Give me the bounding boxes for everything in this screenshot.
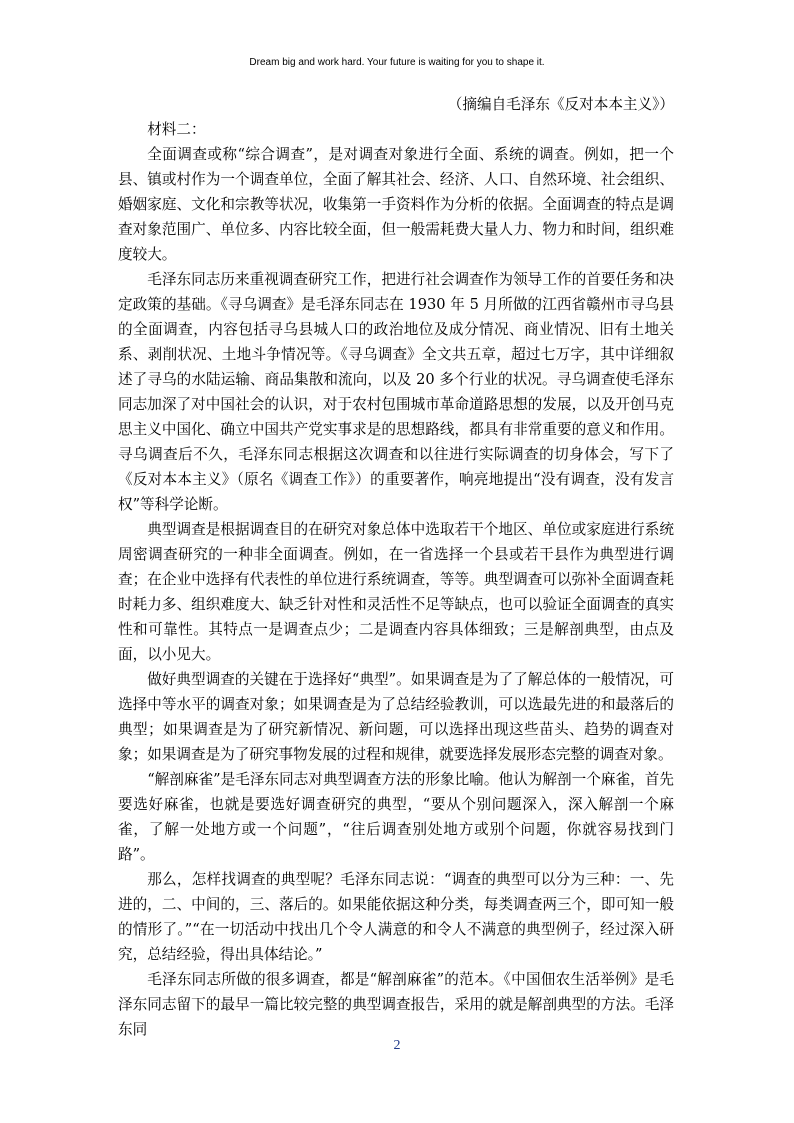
paragraph-tenant-farmer-report: 毛泽东同志所做的很多调查，都是“解剖麻雀”的范本。《中国佃农生活举例》是毛泽东同志留下的最早一篇比较完整的典型调查报告，采用的就是解剖典型的方法。毛泽东同 <box>118 971 674 1038</box>
document-body <box>118 92 674 1042</box>
paragraph-dissecting-sparrow: “解剖麻雀”是毛泽东同志对典型调查方法的形象比喻。他认为解剖一个麻雀，首先要选好麻雀，也就是要选好调查研究的典型，“要从个别问题深入，深入解剖一个麻雀，了解一处地方或一个问题”，“往后调查别处地方或别个问题，你就容易找到门路”。 <box>118 771 674 863</box>
paragraph-xunwu-survey: 毛泽东同志历来重视调查研究工作，把进行社会调查作为领导工作的首要任务和决定政策的基础。《寻乌调查》是毛泽东同志在 1930 年 5 月所做的江西省赣州市寻乌县的全面调查，内容包括寻乌县城人口的政治地位及成分情况、商业情况、旧有土地关系、剥削状况、土地斗争情况等。《寻乌调查》全文共五章，超过七万字，其中详细叙述了寻乌的水陆运输、商品集散和流向，以及 20 多个行业的状况。寻乌调查使毛泽东同志加深了对中国社会的认识，对于农村包围城市革命道路思想的发展，以及开创马克思主义中国化、确立中国共产党实事求是的思想路线，都具有非常重要的意义和作用。寻乌调查后不久，毛泽东同志根据这次调查和以往进行实际调查的切身体会，写下了《反对本本主义》（原名《调查工作》）的重要著作，响亮地提出“没有调查，没有发言权”等科学论断。 <box>118 271 674 513</box>
paragraph-typical-survey: 典型调查是根据调查目的在研究对象总体中选取若干个地区、单位或家庭进行系统周密调查研究的一种非全面调查。例如，在一省选择一个县或若干县作为典型进行调查；在企业中选择有代表性的单位进行系统调查，等等。典型调查可以弥补全面调查耗时耗力多、组织难度大、缺乏针对性和灵活性不足等缺点，也可以验证全面调查的真实性和可靠性。其特点一是调查点少；二是调查内容具体细致；三是解剖典型，由点及面，以小见大。 <box>118 521 674 663</box>
paragraph-comprehensive-survey: 全面调查或称“综合调查”，是对调查对象进行全面、系统的调查。例如，把一个县、镇或村作为一个调查单位，全面了解其社会、经济、人口、自然环境、社会组织、婚姻家庭、文化和宗教等状况，收集第一手资料作为分析的依据。全面调查的特点是调查对象范围广、单位多、内容比较全面，但一般需耗费大量人力、物力和时间，组织难度较大。 <box>118 146 674 263</box>
paragraph-choosing-typical: 做好典型调查的关键在于选择好“典型”。如果调查是为了了解总体的一般情况，可选择中等水平的调查对象；如果调查是为了总结经验教训，可以选最先进的和最落后的典型；如果调查是为了研究新情况、新问题，可以选择出现这些苗头、趋势的调查对象；如果调查是为了研究事物发展的过程和规律，就要选择发展形态完整的调查对象。 <box>118 671 674 763</box>
paragraph-finding-typical: 那么，怎样找调查的典型呢？毛泽东同志说：“调查的典型可以分为三种：一、先进的，二、中间的，三、落后的。如果能依据这种分类，每类调查两三个，即可知一般的情形了。”“在一切活动中找出几个令人满意的和令人不满意的典型例子，经过深入研究，总结经验，得出具体结论。” <box>118 871 674 963</box>
page-header-motto: Dream big and work hard. Your future is waiting for you to shape it. <box>249 57 545 68</box>
page-number: 2 <box>393 1038 401 1053</box>
source-citation: （摘编自毛泽东《反对本本主义》） <box>447 96 674 113</box>
material-heading: 材料二： <box>147 121 206 138</box>
